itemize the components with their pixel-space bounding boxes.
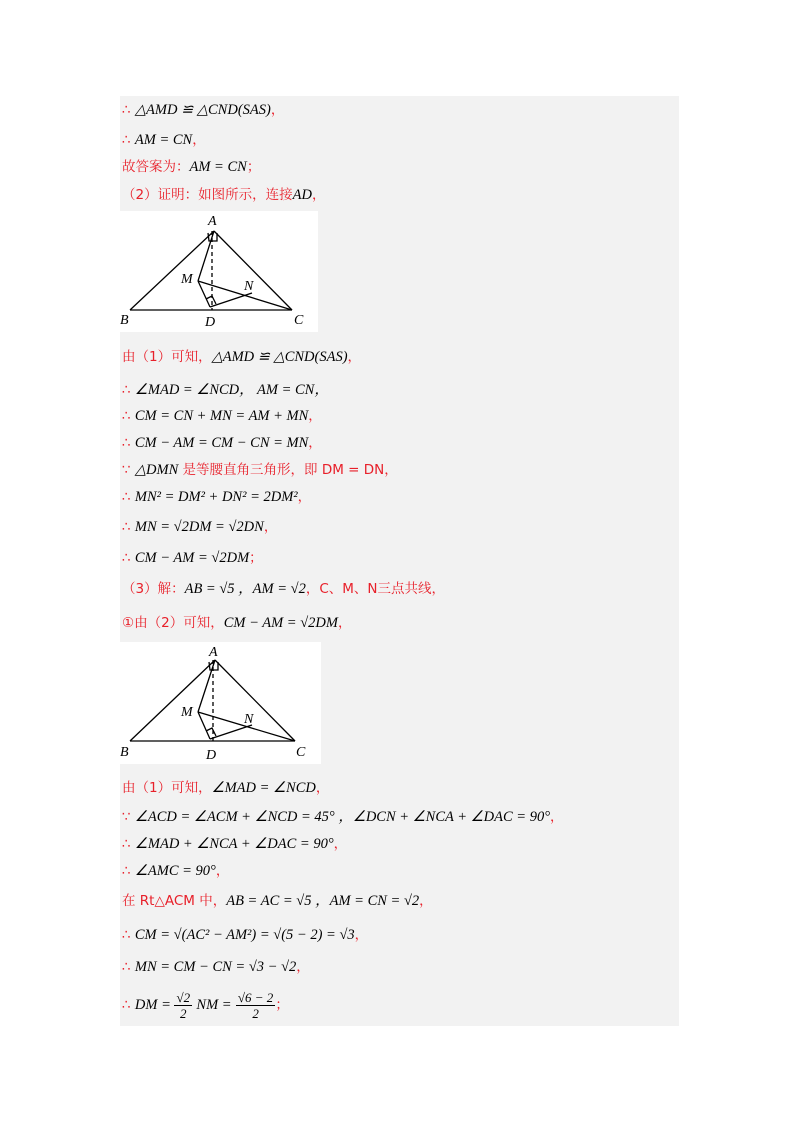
segment-dn [210,725,252,739]
line-8: ∴ CM − AM = CM − CN = MN， [122,435,322,451]
line-15: 由（1）可知，∠MAD = ∠NCD， [122,780,330,796]
label-a: A [208,214,217,229]
line-20: ∴ CM = √(AC² − AM²) = √(5 − 2) = √3， [122,927,369,943]
label-n: N [244,279,254,294]
line-2: ∴ AM = CN， [122,132,206,148]
line-21: ∴ MN = CM − CN = √3 − √2， [122,959,310,975]
fraction-sqrt6-minus-2-over-2: $\frac{√6 - 2}{2}$ [237,990,274,1021]
label-d: D [206,748,217,763]
triangle-figure-1 [120,211,318,332]
line-18: ∴ ∠AMC = 90°， [122,863,230,879]
label-m: M [181,272,193,287]
line-6: ∴ ∠MAD = ∠NCD， AM = CN， [122,382,329,398]
fraction-sqrt2-over-2: $\frac{√2}{2}$ [176,990,191,1021]
segment-md [198,712,210,739]
line-5: 由（1）可知，△AMD ≌ △CND(SAS)， [122,349,362,365]
line-1: ∴ △AMD ≌ △CND(SAS)， [122,102,285,118]
segment-md [198,281,210,307]
label-b: B [120,745,129,760]
line-19: 在 Rt△ACM 中，AB = AC = √5 ，AM = CN = √2， [122,893,433,909]
label-m: M [181,705,193,720]
line-17: ∴ ∠MAD + ∠NCA + ∠DAC = 90°， [122,836,348,852]
line-12: ∴ CM − AM = √2DM； [122,550,263,566]
label-d: D [205,315,216,330]
label-b: B [120,313,129,328]
label-c: C [294,313,304,328]
line-7: ∴ CM = CN + MN = AM + MN， [122,408,322,424]
line-16: ∵ ∠ACD = ∠ACM + ∠NCD = 45° ，∠DCN + ∠NCA + ∠DAC = 90°， [122,809,564,825]
segment-dn [210,293,252,307]
label-n: N [244,712,254,727]
line-9: ∵ △DMN 是等腰直角三角形，即 DM = DN， [122,462,398,478]
line-3: 故答案为：AM = CN； [122,159,261,175]
line-22: ∴ DM = $\frac{√2}{2}$ NM = $\frac{√6 - 2}{2}$ ； [122,990,289,1021]
label-a: A [209,645,218,660]
line-11: ∴ MN = √2DM = √2DN， [122,519,278,535]
line-14: ①由（2）可知，CM − AM = √2DM， [122,615,352,631]
line-4: （2）证明：如图所示，连接AD， [122,187,326,203]
line-10: ∴ MN² = DM² + DN² = 2DM²， [122,489,312,505]
line-13: （3）解：AB = √5 ，AM = √2，C、M、N三点共线， [122,581,446,597]
triangle-figure-2 [120,642,321,764]
label-c: C [296,745,306,760]
